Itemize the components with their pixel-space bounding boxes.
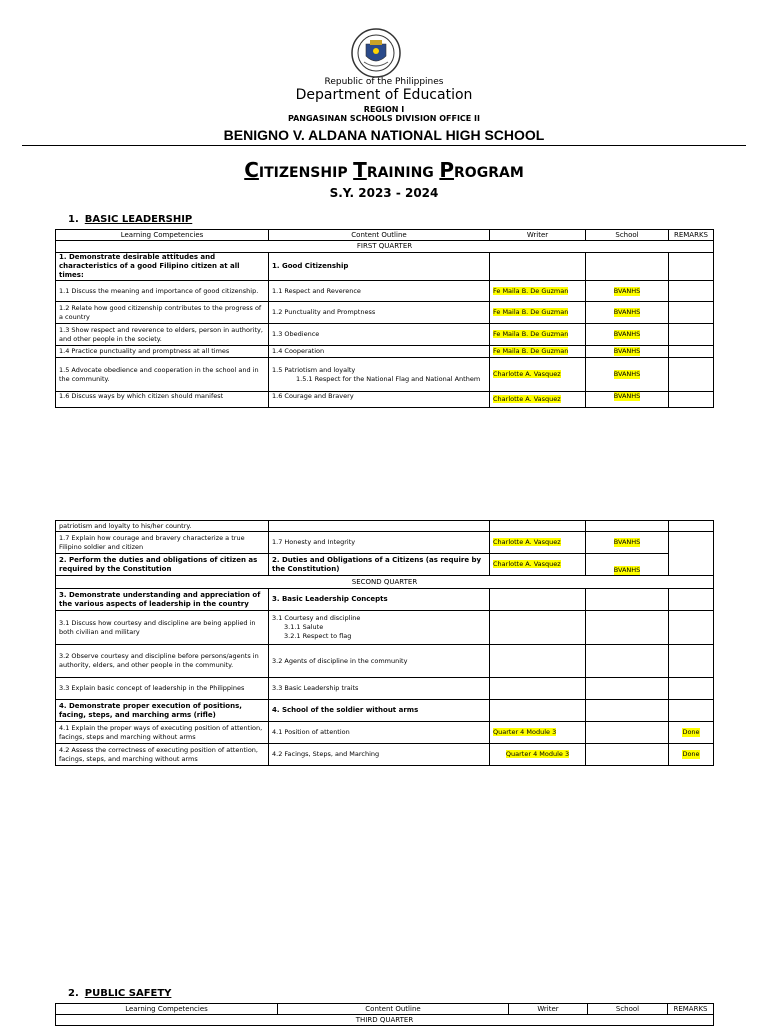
school-cell — [586, 645, 669, 678]
republic-line: Republic of the Philippines — [324, 77, 444, 87]
content-cell: 1. Good Citizenship — [269, 253, 490, 281]
title-initial-t: T — [353, 158, 367, 182]
competency-cell: 2. Perform the duties and obligations of citizen as required by the Constitution — [56, 554, 269, 576]
remarks-cell — [669, 521, 714, 532]
table-row — [56, 324, 714, 346]
writer-cell — [490, 744, 586, 766]
school-code: BVANHS — [613, 566, 641, 574]
col-header-competencies: Learning Competencies — [56, 1004, 278, 1015]
remarks-cell — [669, 302, 714, 324]
competency-cell: 1.3 Show respect and reverence to elders, person in authority, and other people in the society. — [56, 324, 269, 346]
content-subline: 3.1.1 Salute — [284, 623, 324, 631]
school-cell — [586, 392, 669, 408]
school-cell — [586, 532, 669, 554]
competency-cell: 1.4 Practice punctuality and promptness at all times — [56, 346, 269, 358]
school-cell — [586, 611, 669, 645]
content-cell: 3.3 Basic Leadership traits — [269, 678, 490, 700]
col-header-competencies: Learning Competencies — [56, 230, 269, 241]
writer-name: Charlotte A. Vasquez — [493, 560, 561, 568]
school-cell — [586, 281, 669, 302]
school-cell — [586, 554, 669, 576]
division-line: PANGASINAN SCHOOLS DIVISION OFFICE II — [287, 114, 481, 123]
writer-cell — [490, 700, 586, 722]
school-cell — [586, 678, 669, 700]
content-cell: 4. School of the soldier without arms — [269, 700, 490, 722]
header-divider — [22, 145, 746, 146]
school-code: BVANHS — [613, 308, 641, 316]
col-header-writer: Writer — [509, 1004, 588, 1015]
table-row — [56, 302, 714, 324]
title-initial-c: C — [244, 158, 259, 182]
col-header-school: School — [586, 230, 669, 241]
quarter-row — [56, 241, 714, 253]
writer-cell — [490, 358, 586, 392]
quarter-label: SECOND QUARTER — [56, 576, 714, 589]
remarks-cell — [669, 611, 714, 645]
content-cell: 4.2 Facings, Steps, and Marching — [269, 744, 490, 766]
deped-seal-logo — [346, 28, 406, 78]
remarks-cell — [669, 532, 714, 576]
competency-table-1a — [55, 229, 714, 408]
school-cell — [586, 521, 669, 532]
quarter-label: FIRST QUARTER — [56, 241, 714, 253]
content-cell: 1.3 Obedience — [269, 324, 490, 346]
title-word-1: ITIZENSHIP — [258, 165, 348, 181]
table-row — [56, 554, 714, 576]
quarter-label: THIRD QUARTER — [56, 1015, 714, 1026]
writer-name: Fe Maila B. De Guzman — [493, 308, 569, 316]
content-cell: 1.4 Cooperation — [269, 346, 490, 358]
writer-cell — [490, 678, 586, 700]
remarks-cell — [669, 392, 714, 408]
writer-name: Charlotte A. Vasquez — [493, 395, 561, 403]
col-header-content: Content Outline — [269, 230, 490, 241]
content-cell — [269, 358, 490, 392]
competency-cell: 1. Demonstrate desirable attitudes and characteristics of a good Filipino citizen at all times: — [56, 253, 269, 281]
school-cell — [586, 589, 669, 611]
col-header-school: School — [588, 1004, 668, 1015]
table-row — [56, 645, 714, 678]
remarks-cell — [669, 346, 714, 358]
remarks-cell — [669, 358, 714, 392]
writer-name: Charlotte A. Vasquez — [493, 370, 561, 378]
table-row — [56, 589, 714, 611]
writer-name: Fe Maila B. De Guzman — [493, 286, 569, 295]
section-name: BASIC LEADERSHIP — [84, 214, 193, 225]
table-header-row — [56, 1004, 714, 1015]
table-row — [56, 521, 714, 532]
competency-cell: 1.5 Advocate obedience and cooperation in the school and in the community. — [56, 358, 269, 392]
content-cell: 1.1 Respect and Reverence — [269, 281, 490, 302]
remarks-cell — [669, 645, 714, 678]
remarks-status: Done — [682, 728, 700, 736]
writer-cell — [490, 554, 586, 576]
school-name: BENIGNO V. ALDANA NATIONAL HIGH SCHOOL — [223, 127, 545, 143]
quarter-row — [56, 576, 714, 589]
writer-cell — [490, 611, 586, 645]
region-line: REGION I — [363, 105, 405, 114]
content-cell: 1.6 Courage and Bravery — [269, 392, 490, 408]
competency-cell: 1.7 Explain how courage and bravery characterize a true Filipino soldier and citizen — [56, 532, 269, 554]
writer-cell — [490, 302, 586, 324]
table-row — [56, 611, 714, 645]
competency-cell: patriotism and loyalty to his/her country. — [56, 521, 269, 532]
competency-cell: 3.3 Explain basic concept of leadership in the Philippines — [56, 678, 269, 700]
content-cell: 4.1 Position of attention — [269, 722, 490, 744]
writer-cell — [490, 645, 586, 678]
table-row — [56, 346, 714, 358]
school-code: BVANHS — [613, 392, 641, 400]
remarks-cell — [669, 324, 714, 346]
table-row — [56, 700, 714, 722]
school-code: BVANHS — [613, 538, 641, 546]
competency-cell: 3. Demonstrate understanding and appreciation of the various aspects of leadership in the country — [56, 589, 269, 611]
col-header-remarks: REMARKS — [669, 230, 714, 241]
school-cell — [586, 722, 669, 744]
title-word-2: RAINING — [366, 165, 434, 181]
content-subline: 3.2.1 Respect to flag — [284, 632, 352, 640]
content-cell: 3. Basic Leadership Concepts — [269, 589, 490, 611]
table-header-row — [56, 230, 714, 241]
writer-cell — [490, 589, 586, 611]
table-row — [56, 392, 714, 408]
school-cell — [586, 302, 669, 324]
col-header-writer: Writer — [490, 230, 586, 241]
content-cell: 1.7 Honesty and Integrity — [269, 532, 490, 554]
table-row — [56, 678, 714, 700]
competency-cell: 4. Demonstrate proper execution of positions, facing, steps, and marching arms (rifle) — [56, 700, 269, 722]
department-line: Department of Education — [295, 87, 473, 103]
col-header-remarks: REMARKS — [668, 1004, 714, 1015]
competency-cell: 3.2 Observe courtesy and discipline before persons/agents in authority, elders, and other people in the community. — [56, 645, 269, 678]
school-code: BVANHS — [613, 286, 641, 295]
table-row — [56, 532, 714, 554]
table-row — [56, 281, 714, 302]
competency-table-2 — [55, 1003, 714, 1026]
table-row — [56, 744, 714, 766]
writer-cell — [490, 392, 586, 408]
remarks-cell — [669, 589, 714, 611]
school-cell — [586, 346, 669, 358]
content-cell — [269, 611, 490, 645]
section-number: 2. — [68, 988, 79, 999]
content-line: 1.5 Patriotism and loyalty — [272, 365, 356, 374]
content-cell: 3.2 Agents of discipline in the community — [269, 645, 490, 678]
school-cell — [586, 253, 669, 281]
title-initial-p: P — [439, 158, 455, 182]
writer-cell — [490, 346, 586, 358]
school-cell — [586, 358, 669, 392]
writer-name: Quarter 4 Module 3 — [493, 728, 557, 736]
content-cell — [269, 521, 490, 532]
page-title — [0, 158, 768, 182]
writer-name: Charlotte A. Vasquez — [493, 538, 561, 546]
content-line: 3.1 Courtesy and discipline — [272, 614, 361, 622]
school-cell — [586, 744, 669, 766]
writer-cell — [490, 281, 586, 302]
remarks-cell — [669, 281, 714, 302]
writer-cell — [490, 532, 586, 554]
writer-name: Fe Maila B. De Guzman — [493, 347, 569, 355]
school-code: BVANHS — [613, 330, 641, 338]
table-row — [56, 358, 714, 392]
content-cell: 1.2 Punctuality and Promptness — [269, 302, 490, 324]
school-cell — [586, 324, 669, 346]
competency-cell: 1.2 Relate how good citizenship contributes to the progress of a country — [56, 302, 269, 324]
school-cell — [586, 700, 669, 722]
school-year: S.Y. 2023 - 2024 — [329, 186, 439, 200]
competency-cell: 1.6 Discuss ways by which citizen should manifest — [56, 392, 269, 408]
section-2-heading — [68, 988, 171, 999]
writer-cell — [490, 521, 586, 532]
competency-cell: 4.1 Explain the proper ways of executing position of attention, facings, steps and marching without arms — [56, 722, 269, 744]
title-word-3: ROGRAM — [454, 165, 524, 181]
remarks-cell — [669, 678, 714, 700]
writer-name: Quarter 4 Module 3 — [505, 750, 570, 758]
competency-table-1b — [55, 520, 714, 766]
competency-cell: 4.2 Assess the correctness of executing position of attention, facings, steps, and marching without arms — [56, 744, 269, 766]
remarks-cell — [669, 700, 714, 722]
content-subline: 1.5.1 Respect for the National Flag and National Anthem — [296, 374, 481, 383]
competency-cell: 3.1 Discuss how courtesy and discipline are being applied in both civilian and military — [56, 611, 269, 645]
writer-cell — [490, 253, 586, 281]
writer-name: Fe Maila B. De Guzman — [493, 330, 569, 338]
competency-cell: 1.1 Discuss the meaning and importance of good citizenship. — [56, 281, 269, 302]
content-cell: 2. Duties and Obligations of a Citizens (as require by the Constitution) — [269, 554, 490, 576]
section-number: 1. — [68, 214, 79, 225]
school-code: BVANHS — [613, 347, 641, 355]
section-name: PUBLIC SAFETY — [84, 988, 172, 999]
remarks-status: Done — [682, 750, 700, 758]
remarks-cell — [669, 722, 714, 744]
col-header-content: Content Outline — [278, 1004, 509, 1015]
remarks-cell — [669, 744, 714, 766]
writer-cell — [490, 324, 586, 346]
writer-cell — [490, 722, 586, 744]
table-row — [56, 253, 714, 281]
table-row — [56, 722, 714, 744]
remarks-cell — [669, 253, 714, 281]
section-1-heading — [68, 214, 192, 225]
school-code: BVANHS — [613, 370, 641, 378]
